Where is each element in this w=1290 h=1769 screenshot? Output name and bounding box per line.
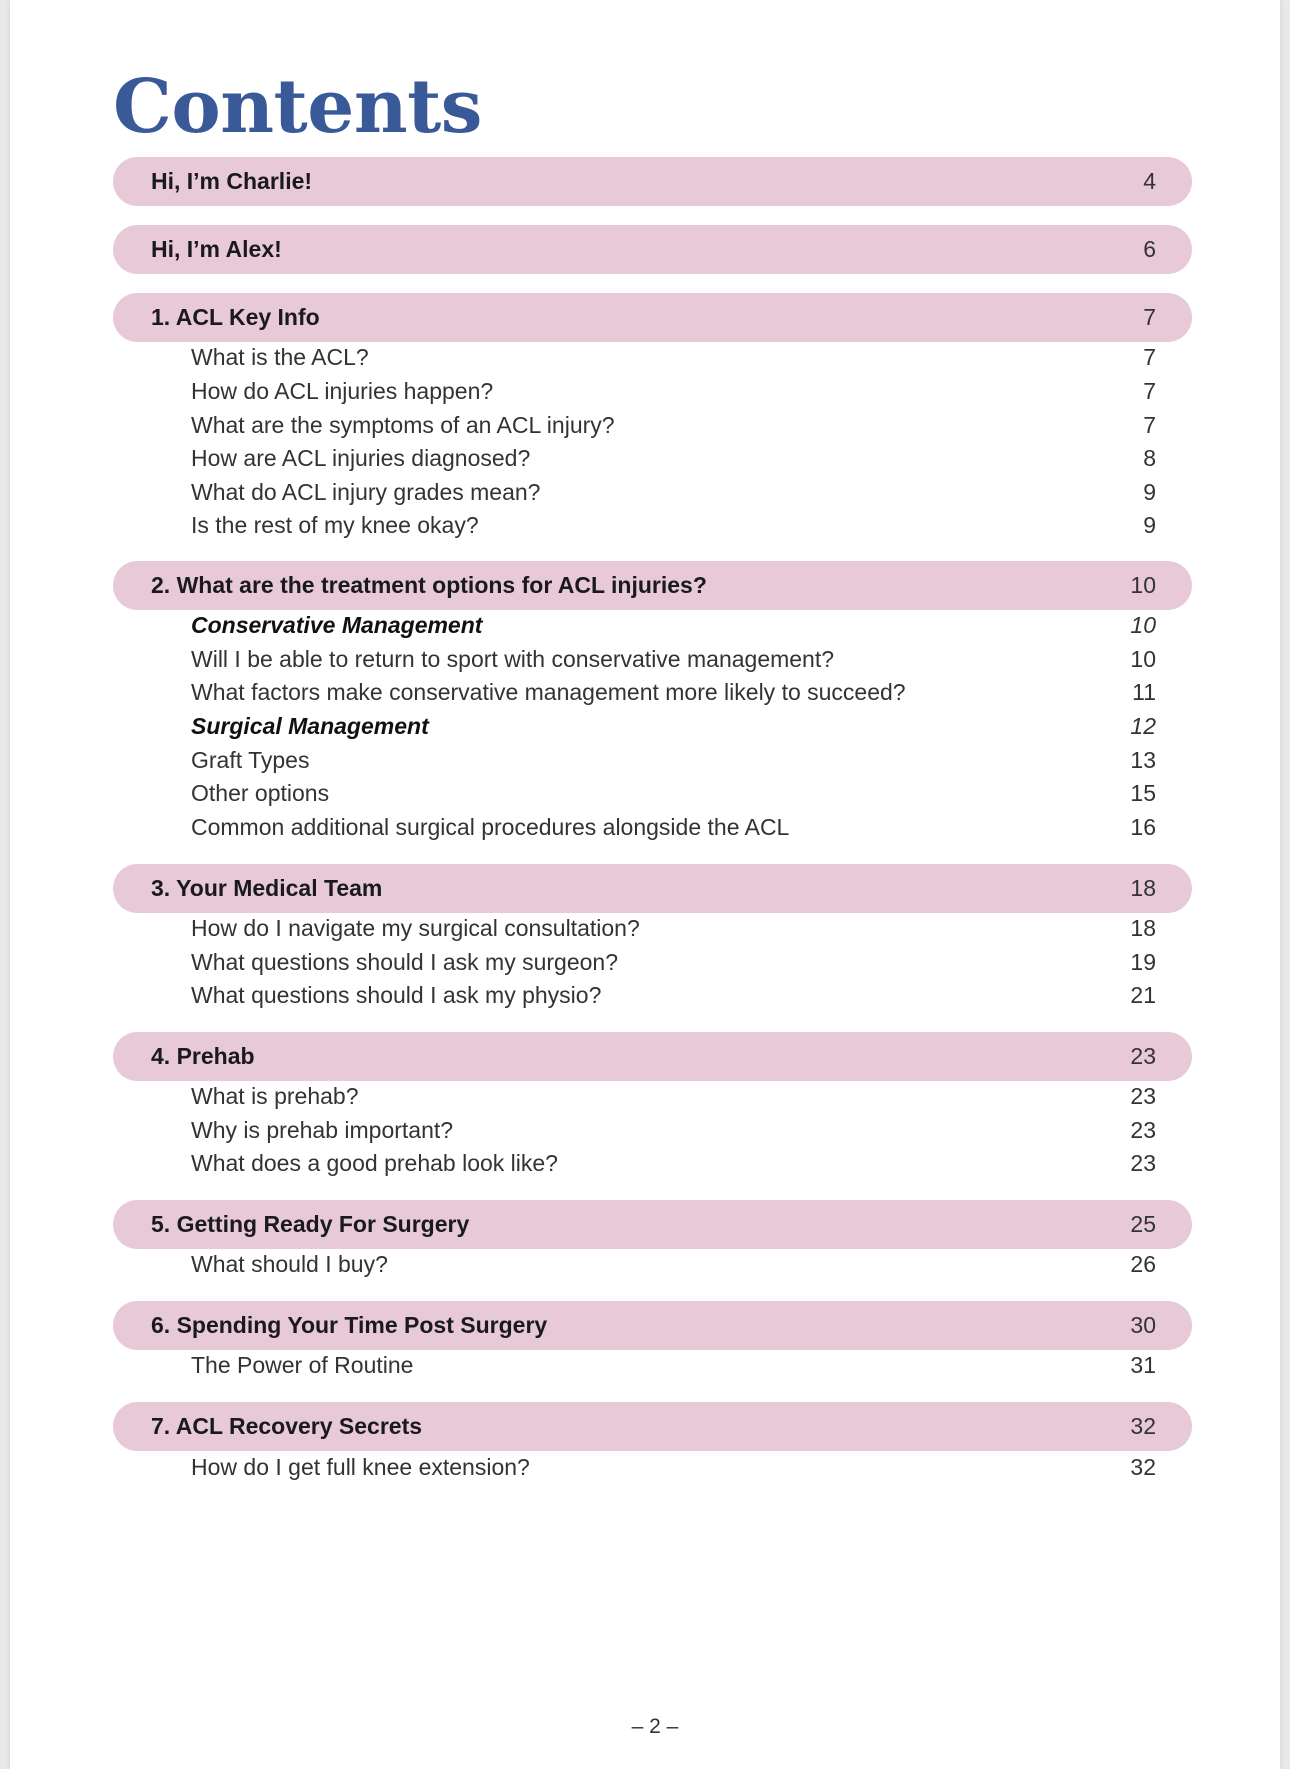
toc-page-number: 9 bbox=[1143, 511, 1156, 538]
toc-page-number: 9 bbox=[1143, 478, 1156, 505]
toc-item[interactable] bbox=[191, 475, 1156, 509]
toc-entry-label: Graft Types bbox=[191, 746, 310, 773]
toc-page-number: 7 bbox=[1143, 343, 1156, 370]
toc-item[interactable] bbox=[191, 374, 1156, 408]
toc-section[interactable] bbox=[113, 1200, 1192, 1249]
toc-page-number: 16 bbox=[1130, 813, 1156, 840]
toc-entry-label: Hi, I’m Charlie! bbox=[151, 168, 313, 194]
toc-page-number: 11 bbox=[1132, 678, 1156, 705]
toc-item[interactable] bbox=[191, 642, 1156, 676]
toc-entry-label: 6. Spending Your Time Post Surgery bbox=[151, 1312, 548, 1338]
toc-section[interactable] bbox=[113, 1301, 1192, 1350]
toc-entry-label: How do I get full knee extension? bbox=[191, 1453, 530, 1480]
toc-page-number: 30 bbox=[1130, 1312, 1156, 1338]
toc-item[interactable] bbox=[191, 1247, 1156, 1281]
toc-page-number: 15 bbox=[1130, 779, 1156, 806]
toc-item[interactable] bbox=[191, 1450, 1156, 1484]
toc-entry-label: How are ACL injuries diagnosed? bbox=[191, 444, 531, 471]
toc-entry-label: What does a good prehab look like? bbox=[191, 1149, 558, 1176]
toc-section[interactable] bbox=[113, 1032, 1192, 1081]
page-title: Contents bbox=[113, 64, 482, 150]
toc-section[interactable] bbox=[113, 1402, 1192, 1451]
toc-item[interactable] bbox=[191, 1113, 1156, 1147]
toc-entry-label: The Power of Routine bbox=[191, 1351, 414, 1378]
toc-entry-label: What questions should I ask my physio? bbox=[191, 981, 602, 1008]
toc-section[interactable] bbox=[113, 561, 1192, 610]
toc-page-number: 7 bbox=[1143, 411, 1156, 438]
toc-page-number: 23 bbox=[1130, 1116, 1156, 1143]
toc-page-number: 23 bbox=[1130, 1082, 1156, 1109]
toc-page-number: 18 bbox=[1130, 914, 1156, 941]
toc-entry-label: What factors make conservative management more likely to succeed? bbox=[191, 678, 906, 705]
toc-item[interactable] bbox=[191, 508, 1156, 542]
toc-entry-label: 5. Getting Ready For Surgery bbox=[151, 1211, 470, 1237]
toc-entry-label: Common additional surgical procedures alongside the ACL bbox=[191, 813, 790, 840]
toc-entry-label: What is prehab? bbox=[191, 1082, 359, 1109]
toc-page-number: 18 bbox=[1130, 875, 1156, 901]
toc-entry-label: How do ACL injuries happen? bbox=[191, 377, 494, 404]
toc-section[interactable] bbox=[113, 864, 1192, 913]
toc-section[interactable] bbox=[113, 293, 1192, 342]
toc-item[interactable] bbox=[191, 978, 1156, 1012]
toc-entry-label: What questions should I ask my surgeon? bbox=[191, 948, 619, 975]
toc-entry-label: Other options bbox=[191, 779, 330, 806]
toc-entry-label: How do I navigate my surgical consultation? bbox=[191, 914, 640, 941]
toc-item[interactable] bbox=[191, 945, 1156, 979]
toc-page-number: 13 bbox=[1130, 746, 1156, 773]
toc-entry-label: Is the rest of my knee okay? bbox=[191, 511, 479, 538]
toc-item[interactable] bbox=[191, 408, 1156, 442]
toc-page-number: 10 bbox=[1130, 645, 1156, 672]
toc-item[interactable] bbox=[191, 441, 1156, 475]
toc-item[interactable] bbox=[191, 1079, 1156, 1113]
toc-item[interactable] bbox=[191, 340, 1156, 374]
toc-entry-label: 4. Prehab bbox=[151, 1043, 255, 1069]
toc-subheading[interactable] bbox=[191, 608, 1156, 642]
toc-page-number: 32 bbox=[1130, 1453, 1156, 1480]
toc-entry-label: What do ACL injury grades mean? bbox=[191, 478, 541, 505]
toc-section[interactable] bbox=[113, 225, 1192, 274]
toc-item[interactable] bbox=[191, 776, 1156, 810]
toc-item[interactable] bbox=[191, 810, 1156, 844]
toc-item[interactable] bbox=[191, 675, 1156, 709]
toc-page-number: 32 bbox=[1130, 1413, 1156, 1439]
toc-item[interactable] bbox=[191, 743, 1156, 777]
toc-item[interactable] bbox=[191, 911, 1156, 945]
toc-page-number: 8 bbox=[1143, 444, 1156, 471]
toc-page-number: 4 bbox=[1143, 168, 1156, 194]
toc-page-number: 23 bbox=[1130, 1043, 1156, 1069]
toc-page-number: 10 bbox=[1130, 611, 1156, 638]
toc-page-number: 25 bbox=[1130, 1211, 1156, 1237]
toc-page-number: 7 bbox=[1143, 377, 1156, 404]
toc-page-number: 19 bbox=[1130, 948, 1156, 975]
toc-entry-label: 1. ACL Key Info bbox=[151, 304, 320, 330]
toc-entry-label: 3. Your Medical Team bbox=[151, 875, 383, 901]
toc-entry-label: Will I be able to return to sport with conservative management? bbox=[191, 645, 835, 672]
toc-item[interactable] bbox=[191, 1348, 1156, 1382]
toc-page-number: 21 bbox=[1130, 981, 1156, 1008]
toc-page-number: 23 bbox=[1130, 1149, 1156, 1176]
toc-entry-label: 2. What are the treatment options for ACL injuries? bbox=[151, 572, 707, 598]
toc-section[interactable] bbox=[113, 157, 1192, 206]
toc-entry-label: What are the symptoms of an ACL injury? bbox=[191, 411, 615, 438]
toc-page-number: 12 bbox=[1130, 712, 1156, 739]
toc-entry-label: Surgical Management bbox=[191, 712, 429, 739]
toc-entry-label: 7. ACL Recovery Secrets bbox=[151, 1413, 423, 1439]
toc-page-number: 31 bbox=[1130, 1351, 1156, 1378]
toc-page-number: 6 bbox=[1143, 236, 1156, 262]
page-number-footer: – 2 – bbox=[631, 1715, 679, 1738]
toc-entry-label: What should I buy? bbox=[191, 1250, 388, 1277]
toc-page-number: 26 bbox=[1130, 1250, 1156, 1277]
toc-entry-label: Conservative Management bbox=[191, 611, 483, 638]
toc-entry-label: Why is prehab important? bbox=[191, 1116, 454, 1143]
toc-entry-label: Hi, I’m Alex! bbox=[151, 236, 282, 262]
toc-item[interactable] bbox=[191, 1146, 1156, 1180]
toc-page-number: 10 bbox=[1130, 572, 1156, 598]
toc-subheading[interactable] bbox=[191, 709, 1156, 743]
document-page bbox=[10, 0, 1280, 1769]
toc-page-number: 7 bbox=[1143, 304, 1156, 330]
toc-entry-label: What is the ACL? bbox=[191, 343, 369, 370]
